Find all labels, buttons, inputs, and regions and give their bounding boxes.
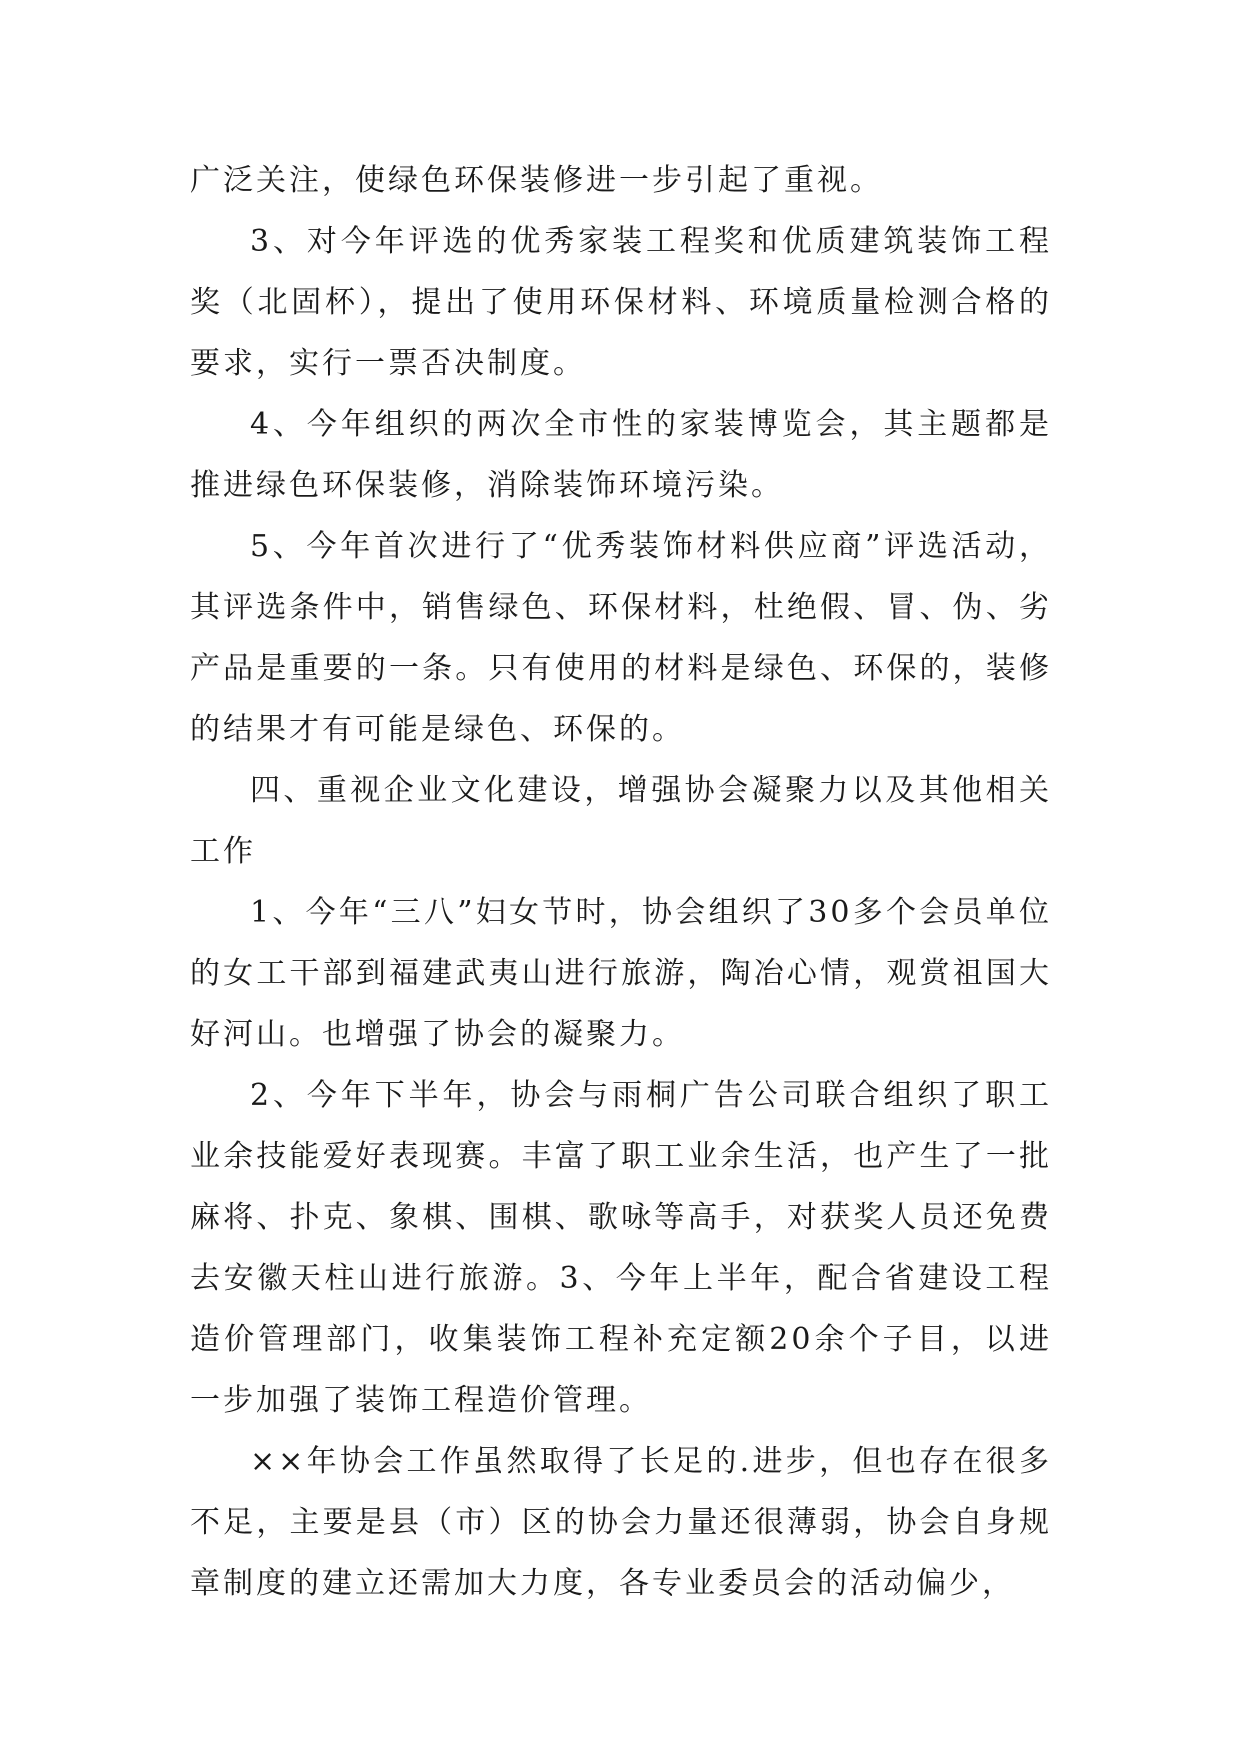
paragraph: 4、今年组织的两次全市性的家装博览会，其主题都是推进绿色环保装修，消除装饰环境污染。 xyxy=(190,407,1052,503)
paragraph: 5、今年首次进行了“优秀装饰材料供应商”评选活动，其评选条件中，销售绿色、环保材料，杜绝假、冒、伪、劣产品是重要的一条。只有使用的材料是绿色、环保的，装修的结果才有可能是绿色、环保的。 xyxy=(190,529,1052,747)
section-heading: 四、重视企业文化建设，增强协会凝聚力以及其他相关工作 xyxy=(190,773,1052,869)
paragraph: 2、今年下半年，协会与雨桐广告公司联合组织了职工业余技能爱好表现赛。丰富了职工业余生活，也产生了一批麻将、扑克、象棋、围棋、歌咏等高手，对获奖人员还免费去安徽天柱山进行旅游。3、今年上半年，配合省建设工程造价管理部门，收集装饰工程补充定额20余个子目，以进一步加强了装饰工程造价管理。 xyxy=(190,1078,1052,1418)
paragraph: 3、对今年评选的优秀家装工程奖和优质建筑装饰工程奖（北固杯），提出了使用环保材料、环境质量检测合格的要求，实行一票否决制度。 xyxy=(190,224,1052,381)
paragraph: ××年协会工作虽然取得了长足的.进步，但也存在很多不足，主要是县（市）区的协会力量还很薄弱，协会自身规章制度的建立还需加大力度，各专业委员会的活动偏少， xyxy=(190,1444,1052,1601)
paragraph: 广泛关注，使绿色环保装修进一步引起了重视。 xyxy=(190,163,883,198)
paragraph: 1、今年“三八”妇女节时，协会组织了30多个会员单位的女工干部到福建武夷山进行旅游，陶冶心情，观赏祖国大好河山。也增强了协会的凝聚力。 xyxy=(190,895,1052,1052)
document-body xyxy=(190,150,1052,1614)
